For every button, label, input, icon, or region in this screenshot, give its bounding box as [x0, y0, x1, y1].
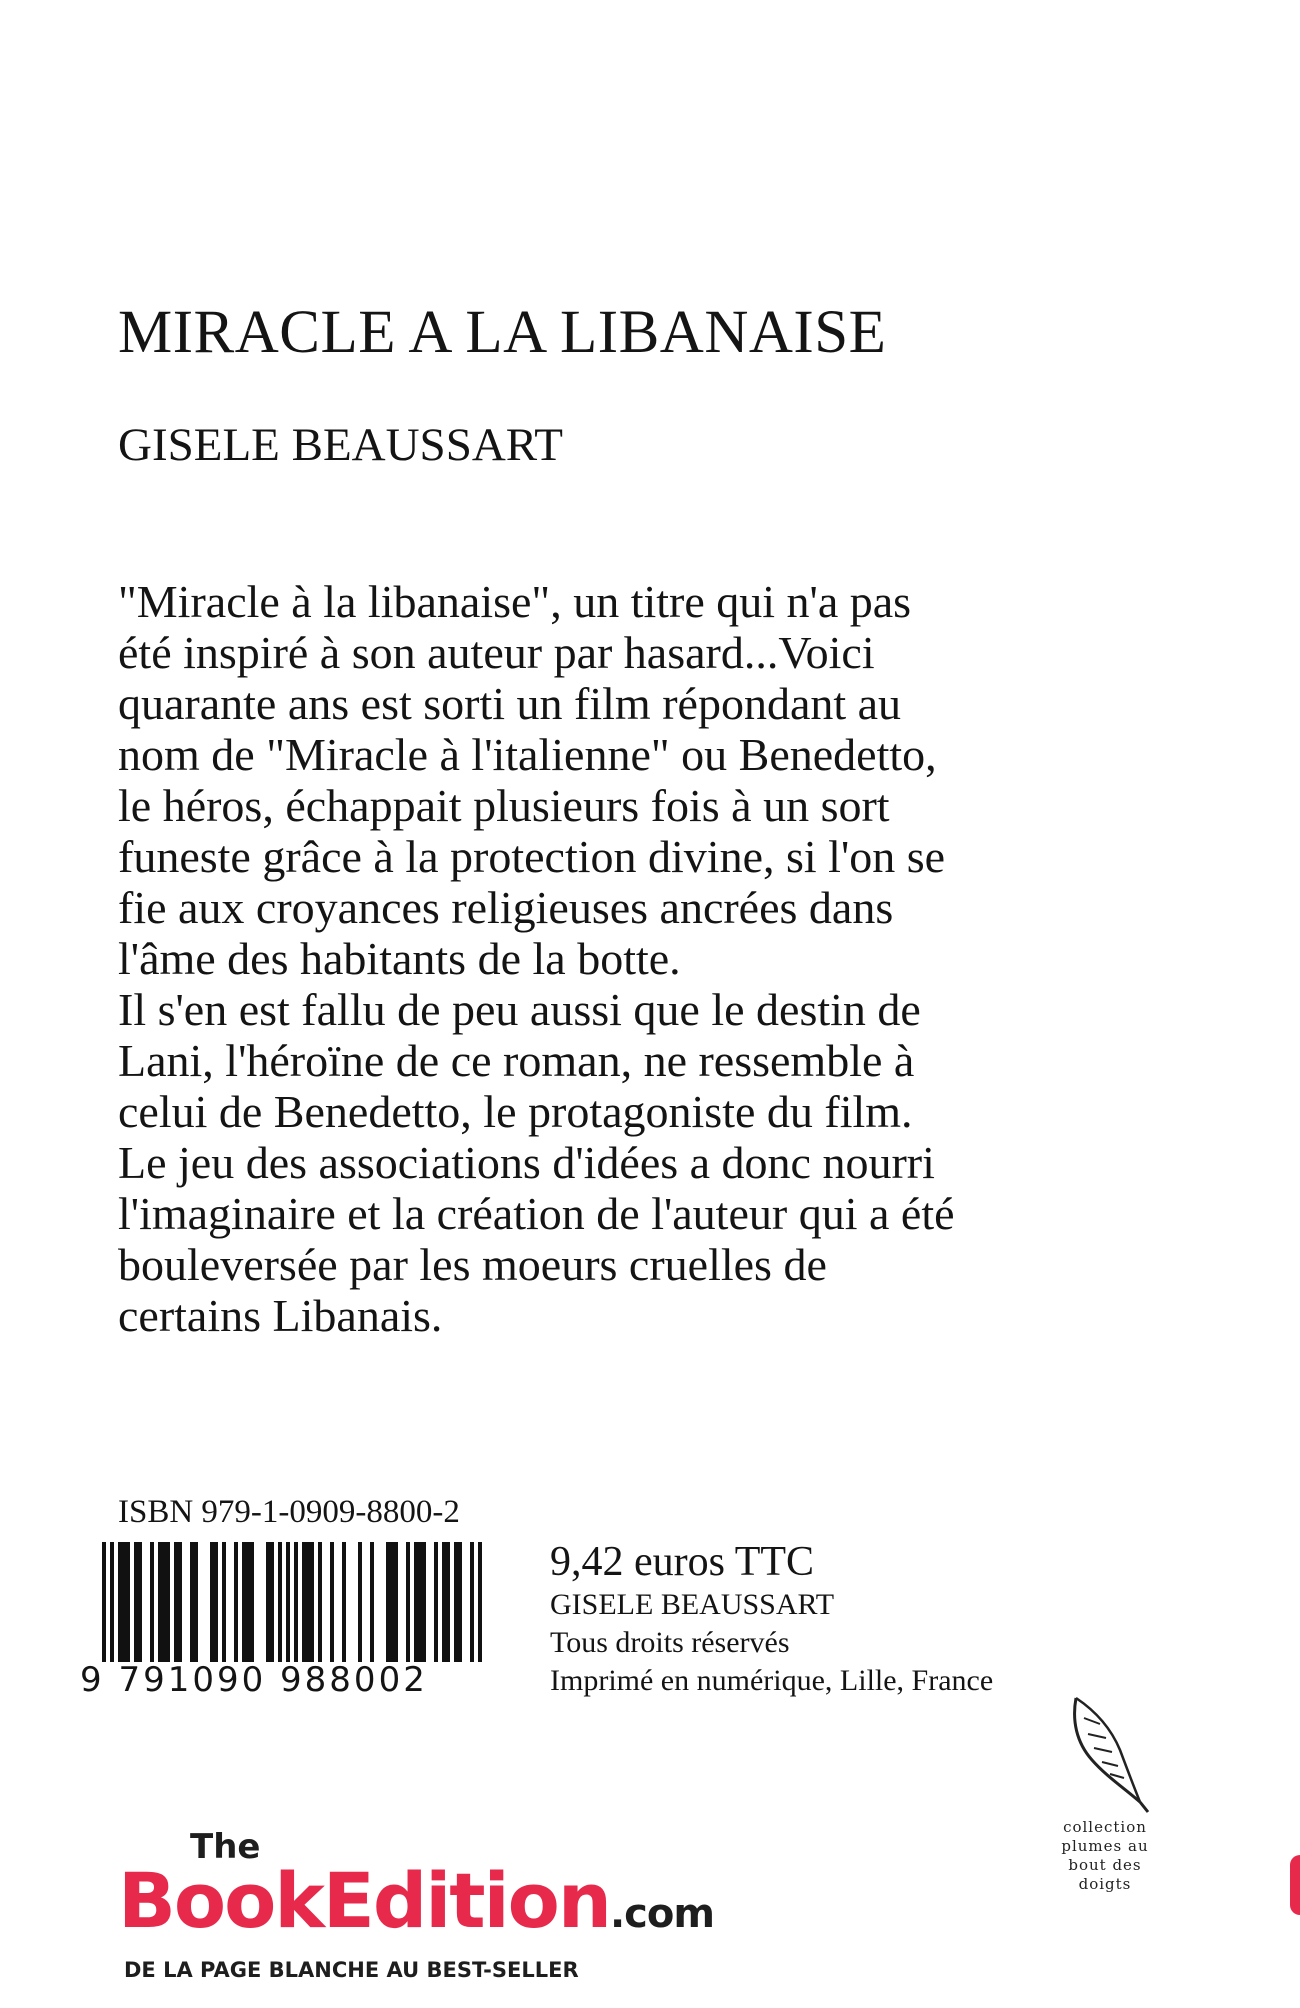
barcode-bar — [234, 1542, 238, 1662]
logo-suffix: .com — [609, 1891, 715, 1937]
logo-wordmark — [118, 1856, 714, 1945]
blurb-paragraph: Le jeu des associations d'idées a donc nourri l'imaginaire et la création de l'auteur qui a été bouleversée par les moeurs cruelles de certains Libanais. — [118, 1137, 955, 1341]
barcode-bar — [250, 1542, 254, 1662]
barcode-bar — [126, 1542, 130, 1662]
blurb-paragraph: "Miracle à la libanaise", un titre qui n'a pas été inspiré à son auteur par hasard...Voici quarante ans est sorti un film répondant au nom de "Miracle à l'italienne" ou Benedetto, le héros, échappait plusieurs fois à un sort funeste grâce à la protection divine, si l'on se fie aux croyances religieuses ancrées dans l'âme des habitants de la botte. — [118, 576, 946, 984]
book-title: MIRACLE A LA LIBANAISE — [118, 299, 887, 366]
barcode-bar — [102, 1542, 106, 1662]
isbn-label: ISBN 979-1-0909-8800-2 — [118, 1494, 460, 1530]
barcode-bar — [118, 1542, 122, 1662]
barcode-bar — [194, 1542, 198, 1662]
barcode-bar — [386, 1542, 390, 1662]
barcode-bar — [414, 1542, 418, 1662]
rights-notice: Tous droits réservés — [550, 1626, 790, 1659]
imprint-block — [550, 1538, 993, 1700]
barcode-bar — [162, 1542, 166, 1662]
edge-mark — [1290, 1855, 1300, 1915]
barcode-bar — [454, 1542, 458, 1662]
imprint-author: GISELE BEAUSSART — [550, 1588, 835, 1621]
barcode-bar — [478, 1542, 482, 1662]
book-author: GISELE BEAUSSART — [118, 419, 564, 471]
back-cover-blurb — [118, 576, 958, 1341]
barcode-bar — [318, 1542, 322, 1662]
barcode-bar — [394, 1542, 398, 1662]
barcode-bar — [210, 1542, 214, 1662]
price: 9,42 euros TTC — [550, 1539, 815, 1585]
barcode-bar — [458, 1542, 462, 1662]
barcode-bar — [278, 1542, 282, 1662]
collection-label: collection plumes au bout des doigts — [1061, 1818, 1149, 1893]
barcode-bar — [166, 1542, 170, 1662]
barcode-bar — [390, 1542, 394, 1662]
barcode-bar — [310, 1542, 314, 1662]
barcode-bar — [122, 1542, 126, 1662]
logo-main-text: BookEdition — [118, 1856, 610, 1945]
barcode-bar — [270, 1542, 274, 1662]
isbn-barcode — [80, 1542, 485, 1662]
barcode-bar — [358, 1542, 362, 1662]
barcode-bar — [342, 1542, 346, 1662]
logo-the: The — [190, 1827, 261, 1867]
barcode-bar — [446, 1542, 450, 1662]
barcode-bar — [266, 1542, 270, 1662]
barcode-bar — [134, 1542, 138, 1662]
blurb-paragraph: Il s'en est fallu de peu aussi que le destin de Lani, l'héroïne de ce roman, ne ressemble à celui de Benedetto, le protagoniste du film. — [118, 984, 921, 1137]
barcode-bar — [406, 1542, 410, 1662]
barcode-bar — [306, 1542, 310, 1662]
collection-badge — [1040, 1690, 1170, 1940]
barcode-bar — [242, 1542, 246, 1662]
barcode-bar — [214, 1542, 218, 1662]
barcode-bars — [80, 1542, 485, 1662]
barcode-bar — [246, 1542, 250, 1662]
barcode-bar — [302, 1542, 306, 1662]
publisher-tagline: DE LA PAGE BLANCHE AU BEST-SELLER — [124, 1958, 579, 1982]
barcode-digits: 9 791090 988002 — [80, 1660, 428, 1700]
barcode-bar — [294, 1542, 298, 1662]
feather-quill-icon — [1054, 1690, 1154, 1815]
publisher-logo — [118, 1827, 718, 1982]
barcode-bar — [422, 1542, 426, 1662]
barcode-bar — [190, 1542, 194, 1662]
barcode-bar — [110, 1542, 114, 1662]
barcode-bar — [470, 1542, 474, 1662]
barcode-bar — [222, 1542, 226, 1662]
barcode-bar — [150, 1542, 154, 1662]
barcode-bar — [442, 1542, 446, 1662]
barcode-bar — [174, 1542, 178, 1662]
barcode-bar — [158, 1542, 162, 1662]
barcode-bar — [178, 1542, 182, 1662]
barcode-bar — [286, 1542, 290, 1662]
barcode-bar — [418, 1542, 422, 1662]
print-location: Imprimé en numérique, Lille, France — [550, 1664, 994, 1697]
barcode-bar — [330, 1542, 334, 1662]
barcode-bar — [370, 1542, 374, 1662]
barcode-bar — [434, 1542, 438, 1662]
barcode-bar — [138, 1542, 142, 1662]
